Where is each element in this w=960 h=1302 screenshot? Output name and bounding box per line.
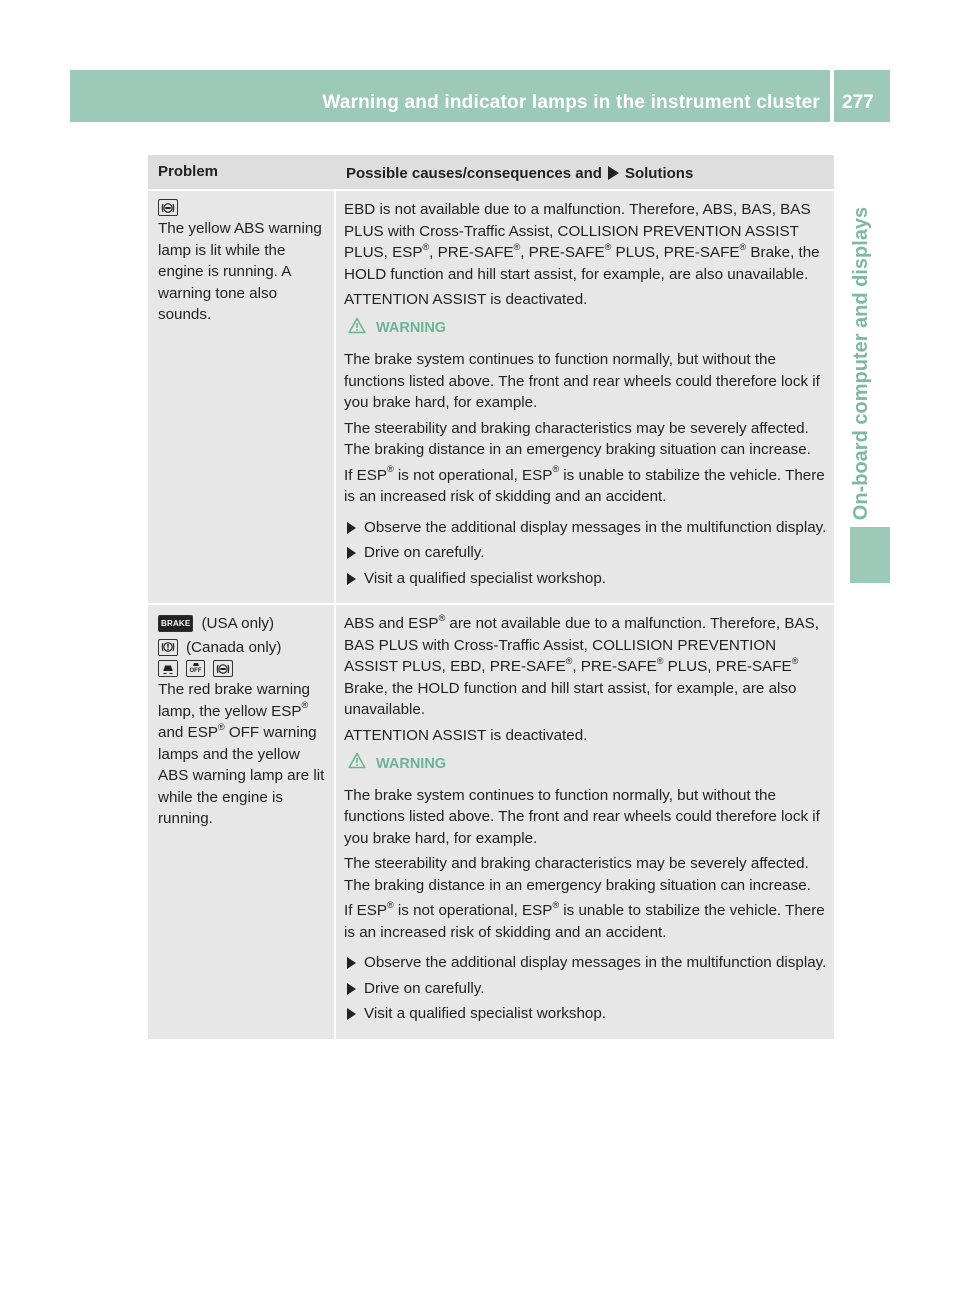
list-item — [344, 978, 828, 1000]
registered-mark: ® — [301, 700, 309, 711]
esp-off-label: OFF — [189, 668, 202, 674]
warning-text: The steerability and braking characteristics may be severely affected. The braking distance in an emergency braking situation can increase. — [344, 419, 811, 458]
consequence-paragraph: ATTENTION ASSIST is deactivated. — [344, 291, 588, 308]
solution-cell — [336, 191, 834, 603]
list-item — [344, 952, 828, 974]
text-fragment: , PRE-SAFE — [520, 244, 605, 261]
abs-warning-icon — [213, 660, 233, 677]
canada-note: (Canada only) — [186, 638, 282, 656]
step-arrow-icon — [347, 1008, 356, 1020]
running-header — [70, 70, 830, 122]
list-item — [344, 542, 828, 564]
cause-paragraph — [344, 199, 828, 285]
icon-line — [158, 199, 330, 216]
problem-cell — [148, 605, 334, 1039]
text-fragment: If ESP — [344, 902, 388, 919]
registered-mark: ® — [604, 241, 612, 252]
esp-off-icon — [186, 660, 205, 677]
warning-triangle-icon — [348, 317, 366, 342]
text-fragment: is not operational, ESP — [393, 902, 553, 919]
abs-warning-icon — [158, 199, 178, 216]
icon-line — [158, 660, 330, 677]
consequence-paragraph: ATTENTION ASSIST is deactivated. — [344, 726, 588, 744]
warning-text: The brake system continues to function normally, but without the functions listed above. The front and rear wheels could therefore lock if you brake hard, for example. — [344, 786, 820, 847]
column-header-solutions-pre: Possible causes/consequences and — [346, 164, 602, 182]
column-header-solutions — [336, 160, 834, 186]
chapter-tab-label: On-board computer and displays — [850, 206, 873, 520]
brake-warning-icon: BRAKE — [158, 615, 193, 632]
step-text: Drive on carefully. — [364, 544, 485, 561]
step-arrow-icon — [347, 573, 356, 585]
cause-paragraph — [344, 613, 828, 721]
icon-line — [158, 613, 330, 635]
page-number: 277 — [842, 92, 874, 113]
warning-label: WARNING — [376, 320, 447, 336]
warning-text: The brake system continues to function normally, but without the functions listed above. The front and rear wheels could therefore lock if you brake hard, for example. — [344, 351, 820, 411]
registered-mark: ® — [552, 899, 560, 910]
esp-skid-icon — [158, 660, 178, 677]
text-fragment: Brake, the HOLD function and hill start assist, for example, are also unavailable. — [344, 244, 820, 283]
text-fragment: EBD is not available due to a malfunction. Therefore, ABS, BAS, BAS PLUS with Cross-Traffic Assist, COLLISION PREVENTION ASSIST PLUS, ESP — [344, 201, 811, 261]
step-text: Visit a qualified specialist workshop. — [364, 569, 606, 587]
warning-label: WARNING — [376, 755, 447, 772]
text-fragment: The red brake warning lamp, the yellow ESP — [158, 681, 310, 720]
problem-text: The yellow ABS warning lamp is lit while the engine is running. A warning tone also sounds. — [158, 220, 322, 323]
registered-mark: ® — [739, 241, 747, 252]
list-item — [344, 1003, 828, 1025]
registered-mark: ® — [438, 612, 446, 623]
registered-mark: ® — [422, 241, 430, 252]
list-item — [344, 568, 828, 590]
problem-cell — [148, 191, 334, 603]
step-arrow-icon — [347, 983, 356, 995]
warning-heading — [348, 752, 828, 777]
warning-triangle-icon — [348, 752, 366, 777]
table-row — [148, 191, 834, 603]
registered-mark: ® — [387, 899, 394, 910]
step-text: Observe the additional display messages in the multifunction display. — [364, 518, 827, 536]
chapter-tab — [836, 168, 888, 558]
text-fragment: Brake, the HOLD function and hill start assist, for example, are also unavailable. — [344, 679, 797, 718]
solution-cell — [336, 605, 834, 1039]
step-arrow-icon — [347, 957, 356, 969]
step-text: Observe the additional display messages in the multifunction display. — [364, 954, 827, 971]
list-item — [344, 517, 828, 539]
table-header — [148, 155, 834, 189]
warning-lamp-table — [148, 155, 834, 1039]
table-row — [148, 605, 834, 1039]
step-text: Drive on carefully. — [364, 979, 485, 997]
step-arrow-icon — [347, 547, 356, 559]
text-fragment: and ESP — [158, 724, 218, 741]
registered-mark: ® — [552, 464, 560, 475]
usa-note: (USA only) — [201, 615, 275, 632]
text-fragment: is unable to stabilize the vehicle. There is an increased risk of skidding and an accident. — [344, 466, 825, 505]
text-fragment: is not operational, ESP — [393, 466, 553, 484]
section-title: Warning and indicator lamps in the instrument cluster — [322, 92, 820, 113]
play-arrow-icon — [608, 166, 619, 180]
warning-text: The steerability and braking characteristics may be severely affected. The braking distance in an emergency braking situation can increase. — [344, 855, 811, 894]
step-arrow-icon — [347, 522, 356, 534]
registered-mark: ® — [656, 655, 664, 666]
registered-mark: ® — [565, 655, 573, 666]
warning-text — [344, 900, 828, 943]
text-fragment: PLUS, PRE-SAFE — [663, 658, 792, 675]
column-header-solutions-post: Solutions — [624, 164, 694, 182]
text-fragment: , PRE-SAFE — [572, 658, 657, 675]
chapter-tab-marker — [850, 527, 890, 583]
step-text: Visit a qualified specialist workshop. — [364, 1005, 606, 1022]
text-fragment: If ESP — [344, 466, 388, 484]
warning-heading — [348, 317, 828, 342]
column-header-problem: Problem — [158, 163, 219, 180]
registered-mark: ® — [217, 721, 225, 732]
icon-line — [158, 637, 330, 659]
registered-mark: ® — [791, 655, 799, 666]
text-fragment: OFF warning lamps and the yellow ABS warning lamp are lit while the engine is running. — [158, 724, 325, 827]
registered-mark: ® — [387, 464, 394, 475]
text-fragment: ABS and ESP — [344, 615, 439, 632]
text-fragment: are not available due to a malfunction. Therefore, BAS, BAS PLUS with Cross-Traffic Assist, COLLISION PREVENTION ASSIST PLUS, EBD, PRE-SAFE — [344, 615, 819, 675]
warning-text — [344, 465, 828, 508]
problem-text — [158, 679, 330, 830]
page-number-box — [834, 70, 890, 122]
registered-mark: ® — [513, 241, 521, 252]
text-fragment: is unable to stabilize the vehicle. There is an increased risk of skidding and an accident. — [344, 902, 825, 941]
brake-circle-icon — [158, 639, 178, 656]
text-fragment: , PRE-SAFE — [429, 244, 514, 261]
text-fragment: PLUS, PRE-SAFE — [611, 244, 740, 261]
